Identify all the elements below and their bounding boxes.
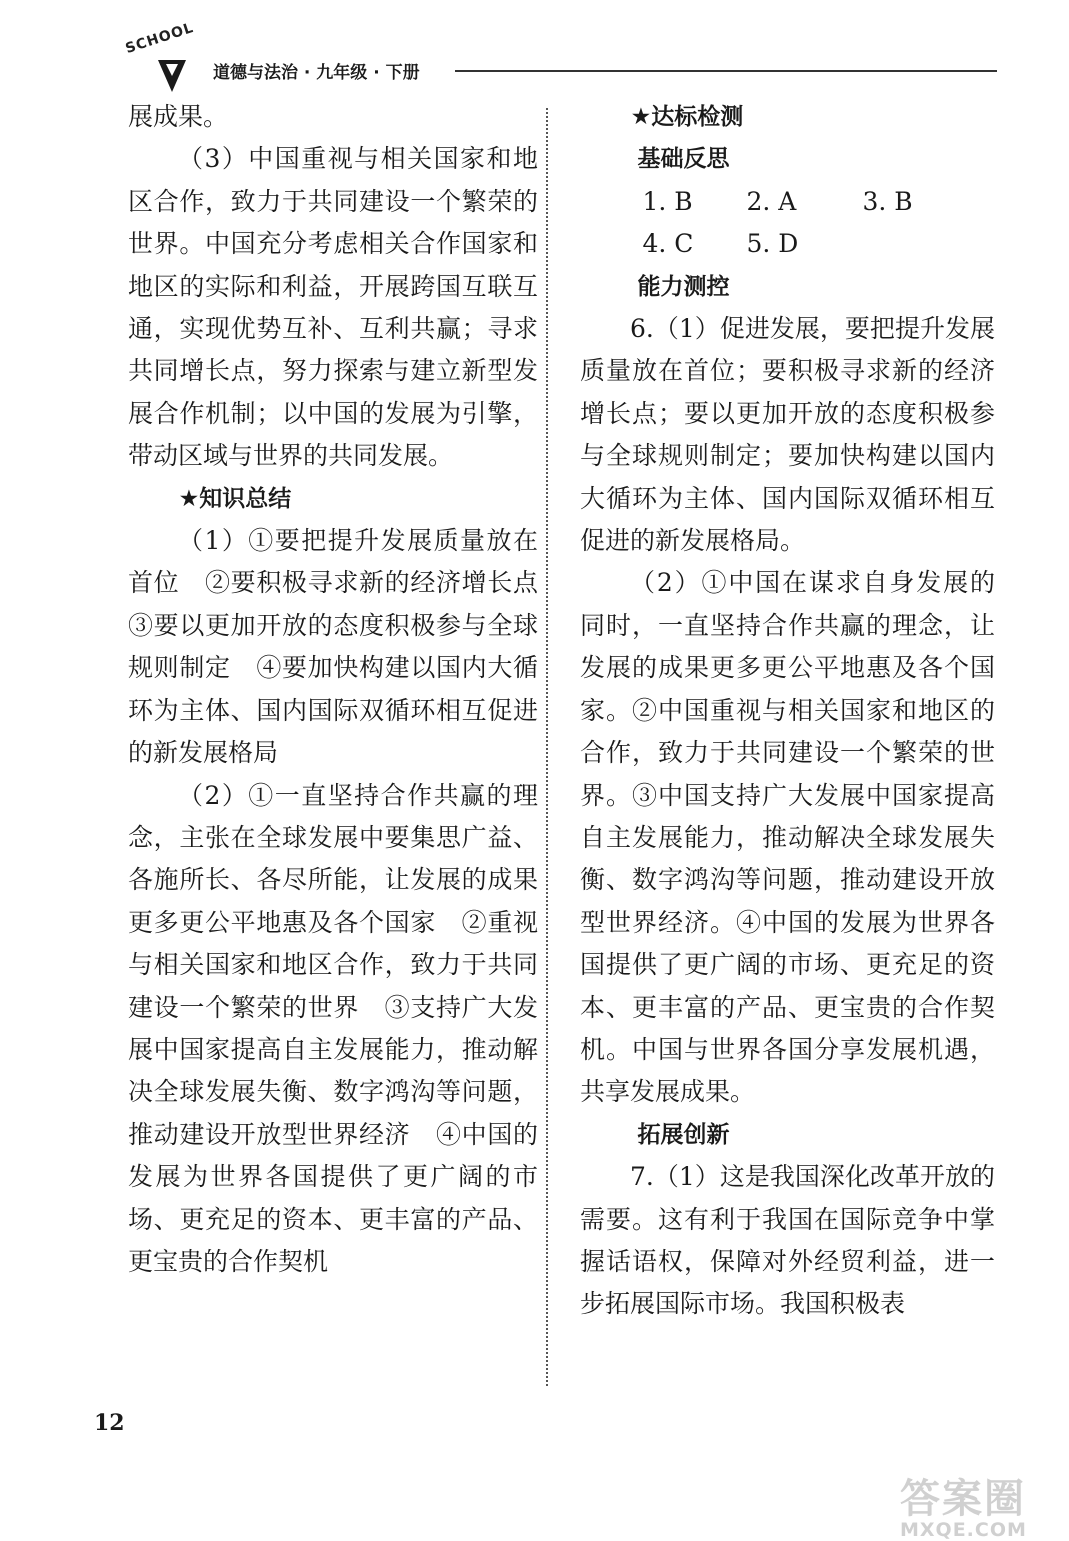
left-column [128, 96, 564, 1283]
summary-item-2: （2）①一直坚持合作共赢的理念，主张在全球发展中要集思广益、各施所长、各尽所能，让发展的成果更多更公平地惠及各个国家 ②重视与相关国家和地区合作，致力于共同建设一个繁荣的世界 ③支持广大发展中国家提高自主发展能力，推动解决全球发展失衡、数字鸿沟等问题，推动建设开放型世界经济 ④中国的发展为世界各国提供了更广阔的市场、更充足的资本、更丰富的产品、更宝贵的合作契机 [128, 780, 538, 1276]
question-6-part-2: （2）①中国在谋求自身发展的同时，一直坚持合作共赢的理念，让发展的成果更多更公平地惠及各个国家。②中国重视与相关国家和地区的合作，致力于共同建设一个繁荣的世界。③中国支持广大发展中国家提高自主发展能力，推动解决全球发展失衡、数字鸿沟等问题，推动建设开放型世界经济。④中国的发展为世界各国提供了更广阔的市场、更充足的资本、更丰富的产品、更宝贵的合作契机。中国与世界各国分享发展机遇，共享发展成果。 [580, 568, 995, 1107]
answer-2: 2. A [746, 186, 797, 216]
logo-text: SCHOOL [123, 19, 196, 58]
question-6-part-1: 6.（1）促进发展，要把提升发展质量放在首位；要积极寻求新的经济增长点；要以更加开放的态度积极参与全球规则制定；要加快构建以国内大循环为主体、国内国际双循环相互促进的新发展格局。 [580, 314, 995, 556]
watermark-big-text: 答案圈 [900, 1476, 1026, 1522]
page-number: 12 [94, 1410, 125, 1436]
right-column [580, 96, 995, 1326]
subheading-basic: 基础反思 [637, 146, 730, 173]
section-heading-summary: ★知识总结 [178, 485, 292, 512]
page-header [0, 0, 1069, 100]
school-logo [123, 19, 198, 96]
answer-row-1 [580, 181, 995, 223]
summary-item-1: （1）①要把提升发展质量放在首位 ②要积极寻求新的经济增长点 ③要以更加开放的态度积极参与全球规则制定 ④要加快构建以国内大循环为主体、国内国际双循环相互促进的新发展格局 [128, 526, 564, 768]
answer-3: 3. B [862, 186, 913, 216]
book-title: 道德与法治 · 九年级 · 下册 [213, 63, 420, 83]
paragraph-item-3: （3）中国重视与相关国家和地区合作，致力于共同建设一个繁荣的世界。中国充分考虑相关合作国家和地区的实际和利益，开展跨国互联互通，实现优势互补、互利共赢；寻求共同增长点，努力探索与建立新型发展合作机制；以中国的发展为引擎，带动区域与世界的共同发展。 [128, 144, 538, 471]
answer-row-2 [580, 223, 995, 265]
logo-pin-icon [154, 56, 190, 96]
question-7-part-1: 7.（1）这是我国深化改革开放的需要。这有利于我国在国际竞争中掌握话语权，保障对外经贸利益，进一步拓展国际市场。我国积极表 [580, 1162, 995, 1319]
column-divider [546, 108, 548, 1386]
subheading-extend: 拓展创新 [637, 1121, 730, 1148]
answer-5: 5. D [746, 229, 799, 259]
header-rule [455, 70, 997, 72]
answer-1: 1. B [642, 186, 693, 216]
watermark [900, 1478, 1060, 1540]
watermark-url: MXQE.COM [900, 1519, 1027, 1541]
section-heading-check: ★达标检测 [630, 104, 744, 130]
paragraph-continuation: 展成果。 [128, 102, 229, 131]
answer-4: 4. C [642, 229, 694, 259]
subheading-ability: 能力测控 [637, 273, 730, 300]
